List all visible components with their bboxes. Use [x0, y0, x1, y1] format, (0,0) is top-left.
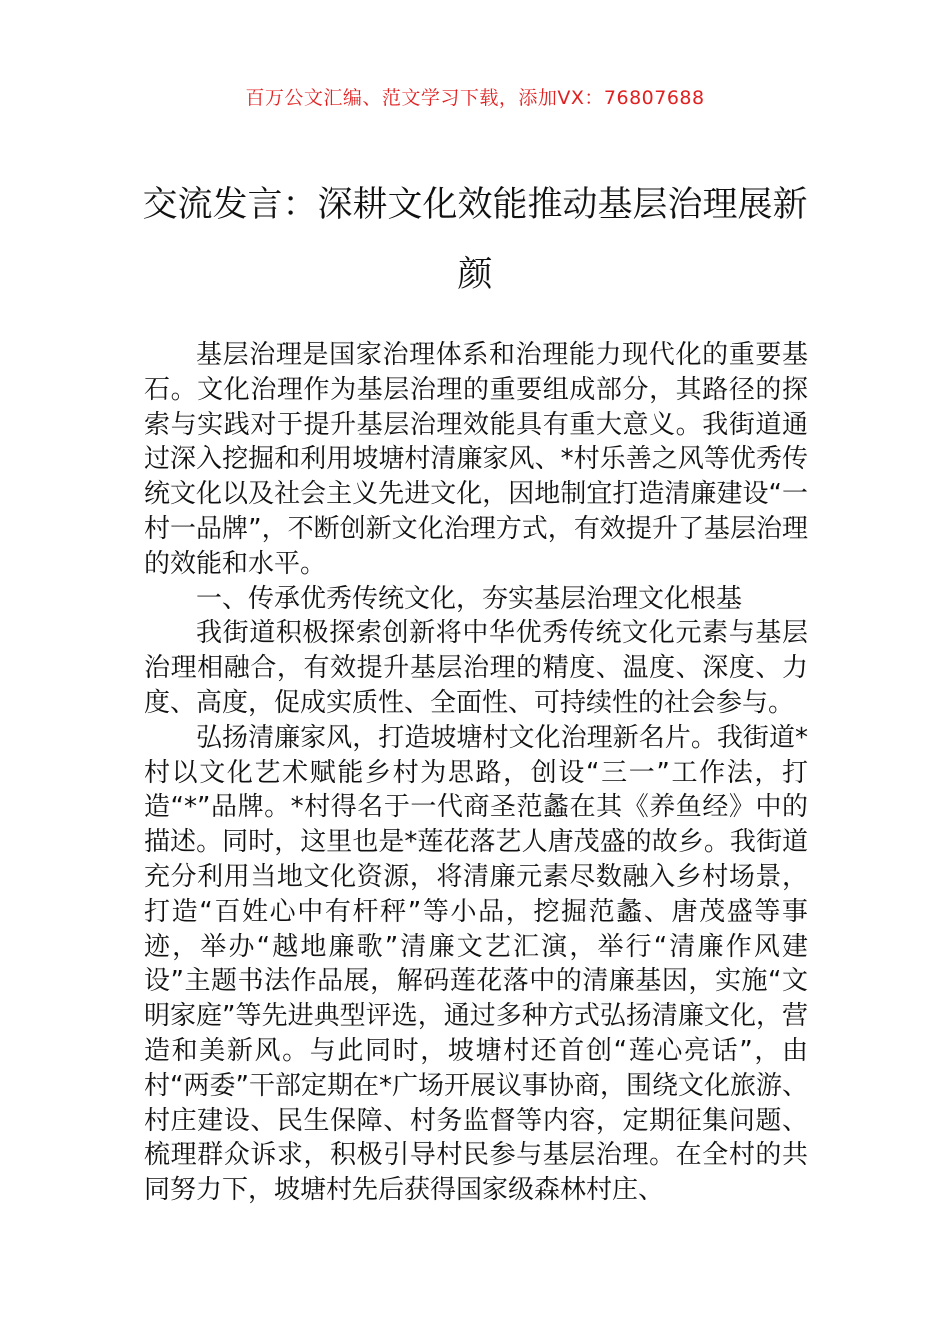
paragraph-section-1-summary: 我街道积极探索创新将中华优秀传统文化元素与基层治理相融合，有效提升基层治理的精度、温度、深度、力度、高度，促成实质性、全面性、可持续性的社会参与。 [144, 618, 808, 718]
document-title: 交流发言：深耕文化效能推动基层治理展新颜 [142, 185, 808, 295]
paragraph-potang-village: 弘扬清廉家风，打造坡塘村文化治理新名片。我街道*村以文化艺术赋能乡村为思路，创设“三一”工作法，打造“*”品牌。*村得名于一代商圣范蠡在其《养鱼经》中的描述。同时，这里也是*莲花落艺人唐茂盛的故乡。我街道充分利用当地文化资源，将清廉元素尽数融入乡村场景，打造“百姓心中有杆秤”等小品，挖掘范蠡、唐茂盛等事迹，举办“越地廉歌”清廉文艺汇演，举行“清廉作风建设”主题书法作品展，解码莲花落中的清廉基因，实施“文明家庭”等先进典型评选，通过多种方式弘扬清廉文化，营造和美新风。与此同时，坡塘村还首创“莲心亮话”，由村“两委”干部定期在*广场开展议事协商，围绕文化旅游、村庄建设、民生保障、村务监督等内容，定期征集问题、梳理群众诉求，积极引导村民参与基层治理。在全村的共同努力下，坡塘村先后获得国家级森林村庄、 [144, 722, 808, 1206]
download-notice: 百万公文汇编、范文学习下载，添加VX：76807688 [245, 87, 705, 109]
paragraph-intro: 基层治理是国家治理体系和治理能力现代化的重要基石。文化治理作为基层治理的重要组成部分，其路径的探索与实践对于提升基层治理效能具有重大意义。我街道通过深入挖掘和利用坡塘村清廉家风、*村乐善之风等优秀传统文化以及社会主义先进文化，因地制宜打造清廉建设“一村一品牌”，不断创新文化治理方式，有效提升了基层治理的效能和水平。 [144, 340, 808, 579]
document-body [144, 338, 808, 1208]
section-heading-1: 一、传承优秀传统文化，夯实基层治理文化根基 [196, 583, 743, 614]
